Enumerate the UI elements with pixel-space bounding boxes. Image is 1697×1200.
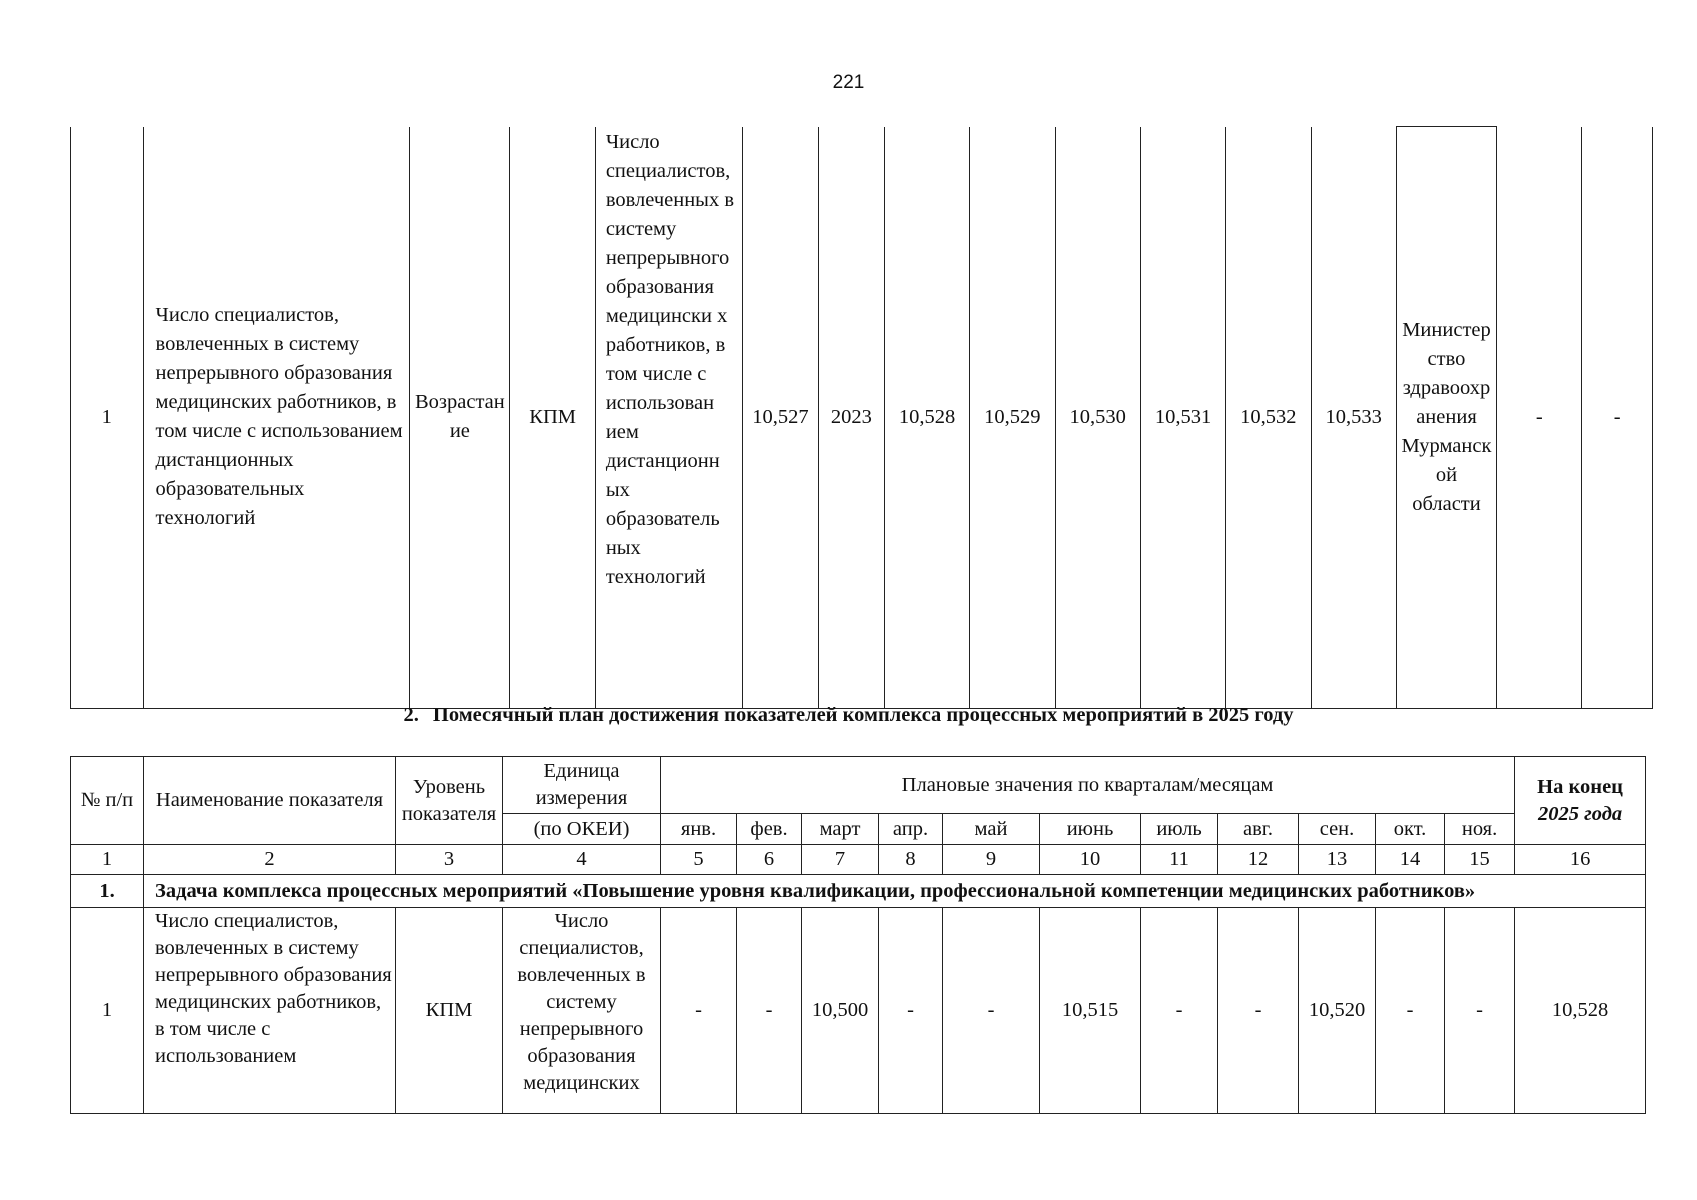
value-cell: 10,533 bbox=[1311, 127, 1396, 709]
header-unit: Единица измерения bbox=[503, 757, 661, 814]
column-number: 9 bbox=[943, 845, 1040, 875]
header-plan: Плановые значения по кварталам/месяцам bbox=[661, 757, 1515, 814]
column-number: 14 bbox=[1376, 845, 1445, 875]
month-value: 10,520 bbox=[1299, 908, 1376, 1114]
column-number: 10 bbox=[1040, 845, 1141, 875]
end-value: 10,528 bbox=[1515, 908, 1646, 1114]
value-cell: 10,532 bbox=[1226, 127, 1311, 709]
column-number: 7 bbox=[802, 845, 879, 875]
column-number: 1 bbox=[71, 845, 144, 875]
month-header: ноя. bbox=[1445, 814, 1515, 845]
section-title bbox=[0, 704, 1697, 727]
month-header: авг. bbox=[1218, 814, 1299, 845]
column-number: 4 bbox=[503, 845, 661, 875]
column-number: 3 bbox=[396, 845, 503, 875]
column-number: 5 bbox=[661, 845, 737, 875]
header-row bbox=[71, 757, 1646, 814]
column-number: 16 bbox=[1515, 845, 1646, 875]
section-number: 2. bbox=[403, 704, 419, 726]
month-header: июль bbox=[1141, 814, 1218, 845]
month-value: - bbox=[737, 908, 802, 1114]
value-cell: 10,530 bbox=[1055, 127, 1140, 709]
month-value: - bbox=[1376, 908, 1445, 1114]
month-value: - bbox=[1218, 908, 1299, 1114]
month-value: - bbox=[879, 908, 943, 1114]
month-header: март bbox=[802, 814, 879, 845]
table-row bbox=[71, 127, 1653, 709]
header-end-line2: 2025 года bbox=[1538, 802, 1623, 825]
header-num: № п/п bbox=[71, 757, 144, 845]
indicator-unit: Число специалистов, вовлеченных в систему непрерывного образования медицинских bbox=[503, 908, 661, 1114]
monthly-plan-table bbox=[70, 756, 1646, 1114]
page-number: 221 bbox=[832, 72, 865, 93]
task-row bbox=[71, 875, 1646, 908]
indicator-name: Число специалистов, вовлеченных в систему непрерывного образования медицинских работников, в том числе с использованием дистанционных образовательных технологий bbox=[143, 127, 410, 709]
indicator-name: Число специалистов, вовлеченных в систему непрерывного образования медицинских работников, в том числе с использованием bbox=[144, 908, 396, 1114]
base-value: 10,527 bbox=[743, 127, 819, 709]
header-unit-okei: (по ОКЕИ) bbox=[503, 814, 661, 845]
header-level: Уровень показателя bbox=[396, 757, 503, 845]
column-number: 13 bbox=[1299, 845, 1376, 875]
indicator-level: КПМ bbox=[510, 127, 595, 709]
month-header: янв. bbox=[661, 814, 737, 845]
month-value: - bbox=[1141, 908, 1218, 1114]
value-cell: 10,531 bbox=[1140, 127, 1225, 709]
row-number: 1 bbox=[71, 908, 144, 1114]
indicator-trend: Возрастание bbox=[410, 127, 510, 709]
column-number: 6 bbox=[737, 845, 802, 875]
column-number: 8 bbox=[879, 845, 943, 875]
header-end-line1: На конец bbox=[1537, 775, 1623, 798]
month-header: июнь bbox=[1040, 814, 1141, 845]
value-cell: 10,529 bbox=[970, 127, 1055, 709]
indicators-table-continued bbox=[70, 126, 1653, 709]
month-header: сен. bbox=[1299, 814, 1376, 845]
column-number: 2 bbox=[144, 845, 396, 875]
month-value: 10,500 bbox=[802, 908, 879, 1114]
indicator-unit: Число специалистов, вовлеченных в систему непрерывного образования медицински х работников, в том числе с использован ием дистанционн ых образователь ных технологий bbox=[595, 127, 742, 709]
column-number: 11 bbox=[1141, 845, 1218, 875]
month-value: - bbox=[1445, 908, 1515, 1114]
indicator-level: КПМ bbox=[396, 908, 503, 1114]
table-row bbox=[71, 908, 1646, 1114]
column-number: 15 bbox=[1445, 845, 1515, 875]
responsible-body: Министерство здравоохранения Мурманской области bbox=[1396, 127, 1496, 709]
value-cell: - bbox=[1582, 127, 1653, 709]
row-number: 1 bbox=[71, 127, 144, 709]
task-number: 1. bbox=[71, 875, 144, 908]
header-end bbox=[1515, 757, 1646, 845]
value-cell: 10,528 bbox=[884, 127, 969, 709]
month-header: май bbox=[943, 814, 1040, 845]
month-value: 10,515 bbox=[1040, 908, 1141, 1114]
month-header: фев. bbox=[737, 814, 802, 845]
section-title-text: Помесячный план достижения показателей комплекса процессных мероприятий в 2025 году bbox=[432, 704, 1294, 726]
task-title: Задача комплекса процессных мероприятий «Повышение уровня квалификации, профессиональной компетенции медицинских работников» bbox=[144, 875, 1646, 908]
month-header: окт. bbox=[1376, 814, 1445, 845]
column-numbers-row bbox=[71, 845, 1646, 875]
month-value: - bbox=[661, 908, 737, 1114]
column-number: 12 bbox=[1218, 845, 1299, 875]
header-name: Наименование показателя bbox=[144, 757, 396, 845]
month-value: - bbox=[943, 908, 1040, 1114]
value-cell: - bbox=[1497, 127, 1582, 709]
month-header: апр. bbox=[879, 814, 943, 845]
base-year: 2023 bbox=[818, 127, 884, 709]
